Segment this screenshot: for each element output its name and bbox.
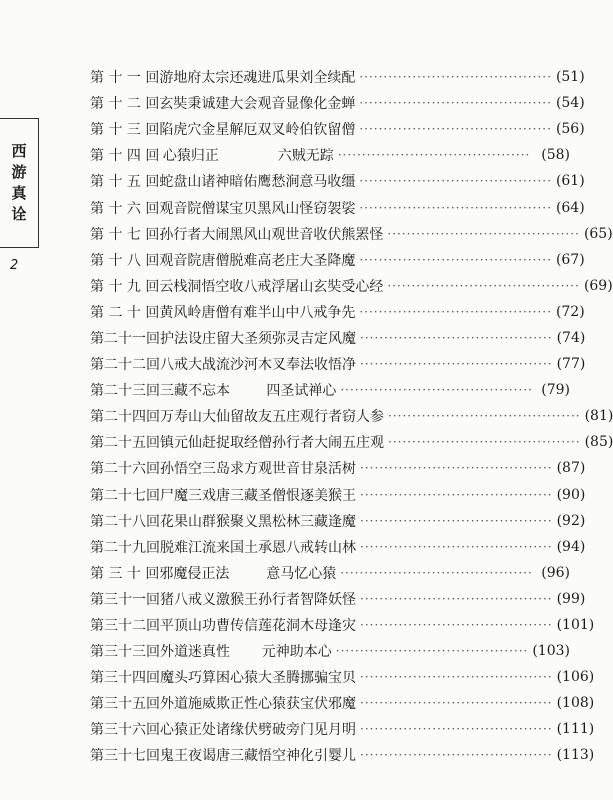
chapter-title-second: 浮屠山玄奘受心经 (271, 278, 384, 295)
leader-dots: ········································ (388, 409, 581, 424)
chapter-title-first: 黄风岭唐僧有难 (159, 304, 258, 321)
chapter-number: 第 二 十 回 (90, 304, 160, 321)
toc-row (90, 168, 585, 194)
chapter-title-first: 孙悟空三岛求方 (160, 461, 258, 478)
chapter-title-first: 护法设庄留大圣 (160, 330, 258, 347)
leader-dots: ········································ (359, 122, 552, 137)
chapter-title-second: 木叉奉法收悟净 (258, 357, 356, 374)
chapter-title-first: 尸魔三戏唐三藏 (160, 487, 258, 504)
chapter-title-second: 观音显像化金蝉 (257, 96, 356, 113)
leader-dots: ········································ (340, 383, 533, 398)
chapter-number: 第 十 七 回 (90, 226, 160, 243)
chapter-page-number: (113) (556, 747, 595, 764)
chapter-title-first: 外道迷真性 (160, 644, 230, 661)
chapter-page-number: (106) (556, 669, 595, 686)
chapter-title-first: 魔头巧算困心猿 (160, 670, 258, 687)
chapter-page-number: (99) (556, 590, 586, 607)
leader-dots: ········································ (388, 435, 581, 450)
chapter-title-second: 孙行者智降妖怪 (258, 591, 356, 608)
toc-row (90, 690, 595, 716)
chapter-title-second: 圣僧恨逐美猴王 (258, 487, 356, 504)
toc-row (90, 90, 585, 116)
chapter-number: 第二十一回 (90, 330, 160, 347)
chapter-page-number: (51) (555, 69, 585, 86)
chapter-page-number: (81) (584, 408, 613, 425)
chapter-page-number: (54) (555, 95, 585, 112)
chapter-number: 第二十九回 (90, 539, 160, 556)
chapter-page-number: (77) (556, 356, 586, 373)
chapter-number: 第三十三回 (90, 644, 160, 661)
chapter-title-second: 元神助本心 (261, 644, 332, 661)
chapter-page-number: (94) (556, 538, 586, 555)
chapter-number: 第 十 四 回 (90, 148, 160, 165)
leader-dots: ········································ (340, 565, 533, 580)
chapter-page-number: (103) (532, 643, 570, 660)
chapter-title-second: 意马忆心猿 (266, 565, 337, 582)
toc-row (90, 194, 585, 220)
chapter-page-number: (65) (583, 225, 613, 242)
toc-row (90, 716, 595, 742)
chapter-title-first: 三藏不忘本 (160, 383, 230, 400)
chapter-number: 第二十七回 (90, 487, 160, 504)
chapter-title-first: 鬼王夜谒唐三藏 (160, 748, 258, 765)
book-title-char: 诠 (11, 205, 27, 223)
toc-row (90, 403, 613, 429)
chapter-title-second: 劈破旁门见月明 (258, 722, 356, 739)
toc-row (90, 742, 595, 768)
chapter-number: 第三十六回 (90, 722, 160, 739)
chapter-title-second: 黑风山怪窃袈裟 (257, 200, 356, 217)
book-title-tab (0, 118, 39, 248)
chapter-page-number: (92) (556, 512, 586, 529)
chapter-page-number: (64) (555, 199, 585, 216)
chapter-title-first: 心猿归正 (162, 148, 219, 165)
chapter-title-first: 花果山群猴聚义 (160, 513, 258, 530)
chapter-title-second: 高老庄大圣降魔 (257, 252, 356, 269)
leader-dots: ········································ (387, 226, 580, 241)
chapter-number: 第二十三回 (90, 383, 160, 400)
toc-row (90, 64, 585, 90)
chapter-title-second: 四圣试禅心 (266, 383, 337, 400)
toc-row (90, 116, 585, 142)
chapter-title-second: 黑松林三藏逢魔 (258, 513, 356, 530)
chapter-number: 第 十 三 回 (90, 122, 160, 139)
chapter-number: 第二十二回 (90, 357, 160, 374)
chapter-title-second: 观世音收伏熊罴怪 (271, 226, 384, 243)
chapter-title-second: 观世音甘泉活树 (258, 461, 356, 478)
leader-dots: ········································ (337, 148, 531, 163)
toc-row (90, 638, 570, 664)
leader-dots: ········································ (360, 487, 553, 502)
chapter-title-second: 五庄观行者窃人参 (272, 409, 384, 426)
leader-dots: ········································ (360, 357, 553, 372)
chapter-number: 第 十 五 回 (90, 174, 160, 191)
toc-row (90, 664, 595, 690)
toc-row (90, 299, 585, 325)
chapter-title-second: 进瓜果刘全续配 (257, 70, 356, 87)
chapter-page-number: (96) (541, 564, 570, 581)
chapter-title-first: 脱难江流来国土 (160, 539, 258, 556)
leader-dots: ········································ (359, 96, 552, 111)
toc-row (90, 221, 613, 247)
chapter-title-first: 心猿正处诸缘伏 (160, 722, 258, 739)
chapter-page-number: (85) (584, 434, 613, 451)
chapter-title-second: 承恩八戒转山林 (258, 539, 356, 556)
chapter-page-number: (56) (555, 121, 585, 138)
leader-dots: ········································ (360, 722, 553, 737)
chapter-page-number: (72) (555, 303, 585, 320)
toc-row (90, 612, 595, 638)
leader-dots: ········································ (360, 539, 553, 554)
chapter-title-first: 孙行者大闹黑风山 (159, 226, 272, 243)
chapter-page-number: (111) (556, 721, 595, 738)
chapter-number: 第三十四回 (90, 670, 160, 687)
chapter-title-second: 鹰愁涧意马收缰 (257, 174, 356, 191)
chapter-page-number: (79) (541, 382, 570, 399)
toc-row (90, 247, 585, 273)
chapter-title-first: 镇元仙赶捉取经僧 (160, 435, 272, 452)
chapter-number: 第三十一回 (90, 591, 160, 608)
chapter-number: 第三十五回 (90, 696, 160, 713)
toc-row (90, 142, 570, 168)
toc-row (90, 586, 586, 612)
page-number: 2 (10, 258, 19, 273)
chapter-title-first: 观音院唐僧脱难 (159, 252, 258, 269)
leader-dots: ········································ (360, 748, 553, 763)
chapter-number: 第 三 十 回 (90, 565, 160, 582)
book-title-char: 真 (11, 184, 27, 202)
chapter-title-first: 八戒大战流沙河 (160, 357, 258, 374)
book-title-char: 西 (11, 142, 27, 160)
leader-dots: ········································ (335, 644, 529, 659)
chapter-title-second: 孙行者大闹五庄观 (272, 435, 384, 452)
toc-row (90, 534, 586, 560)
chapter-number: 第 十 九 回 (90, 278, 160, 295)
chapter-title-first: 云栈洞悟空收八戒 (159, 278, 272, 295)
chapter-title-second: 半山中八戒争先 (257, 304, 356, 321)
chapter-title-second: 大圣腾挪骗宝贝 (258, 670, 356, 687)
chapter-number: 第 十 六 回 (90, 200, 160, 217)
chapter-title-second: 六贼无踪 (277, 148, 334, 165)
toc-row (90, 351, 586, 377)
chapter-title-first: 猪八戒义激猴王 (160, 591, 258, 608)
chapter-number: 第三十七回 (90, 748, 160, 765)
chapter-title-first: 邪魔侵正法 (159, 565, 230, 582)
leader-dots: ········································ (360, 696, 553, 711)
chapter-page-number: (108) (556, 695, 595, 712)
chapter-number: 第 十 八 回 (90, 252, 160, 269)
leader-dots: ········································ (360, 670, 553, 685)
book-title-char: 游 (11, 163, 27, 181)
chapter-number: 第二十八回 (90, 513, 160, 530)
leader-dots: ········································ (359, 252, 552, 267)
chapter-title-first: 万寿山大仙留故友 (160, 409, 272, 426)
chapter-page-number: (69) (583, 277, 613, 294)
toc-row (90, 273, 613, 299)
toc-row (90, 325, 586, 351)
leader-dots: ········································ (359, 200, 552, 215)
toc-row (90, 560, 570, 586)
leader-dots: ········································ (360, 591, 553, 606)
toc-row (90, 508, 586, 534)
chapter-page-number: (58) (541, 147, 570, 164)
toc-row (90, 455, 586, 481)
chapter-title-first: 玄奘秉诚建大会 (159, 96, 258, 113)
chapter-page-number: (90) (556, 486, 586, 503)
chapter-title-first: 游地府太宗还魂 (159, 70, 258, 87)
chapter-title-second: 双叉岭伯钦留僧 (257, 122, 356, 139)
chapter-page-number: (87) (556, 460, 586, 477)
chapter-title-first: 外道施威欺正性 (160, 696, 258, 713)
leader-dots: ········································ (360, 330, 553, 345)
leader-dots: ········································ (360, 513, 553, 528)
chapter-number: 第三十二回 (90, 618, 160, 635)
chapter-title-first: 陷虎穴金星解厄 (159, 122, 258, 139)
chapter-title-second: 心猿获宝伏邪魔 (258, 696, 356, 713)
chapter-number: 第二十六回 (90, 461, 160, 478)
leader-dots: ········································ (359, 70, 552, 85)
chapter-title-second: 悟空神化引婴儿 (258, 748, 356, 765)
chapter-page-number: (101) (556, 617, 595, 634)
chapter-number: 第 十 二 回 (90, 96, 160, 113)
leader-dots: ········································ (359, 174, 552, 189)
chapter-title-second: 莲花洞木母逢灾 (258, 618, 356, 635)
chapter-title-first: 观音院僧谋宝贝 (159, 200, 258, 217)
leader-dots: ········································ (360, 618, 553, 633)
leader-dots: ········································ (359, 304, 552, 319)
toc-row (90, 377, 570, 403)
leader-dots: ········································ (360, 461, 553, 476)
chapter-number: 第二十五回 (90, 435, 160, 452)
chapter-title-first: 平顶山功曹传信 (160, 618, 258, 635)
chapter-page-number: (61) (555, 173, 585, 190)
chapter-title-second: 须弥灵吉定风魔 (258, 330, 356, 347)
toc-row (90, 429, 613, 455)
chapter-page-number: (67) (555, 251, 585, 268)
chapter-number: 第二十四回 (90, 409, 160, 426)
chapter-page-number: (74) (556, 329, 586, 346)
table-of-contents (90, 64, 613, 769)
toc-row (90, 482, 586, 508)
chapter-number: 第 十 一 回 (90, 70, 160, 87)
leader-dots: ········································ (387, 278, 580, 293)
chapter-title-first: 蛇盘山诸神暗佑 (159, 174, 258, 191)
